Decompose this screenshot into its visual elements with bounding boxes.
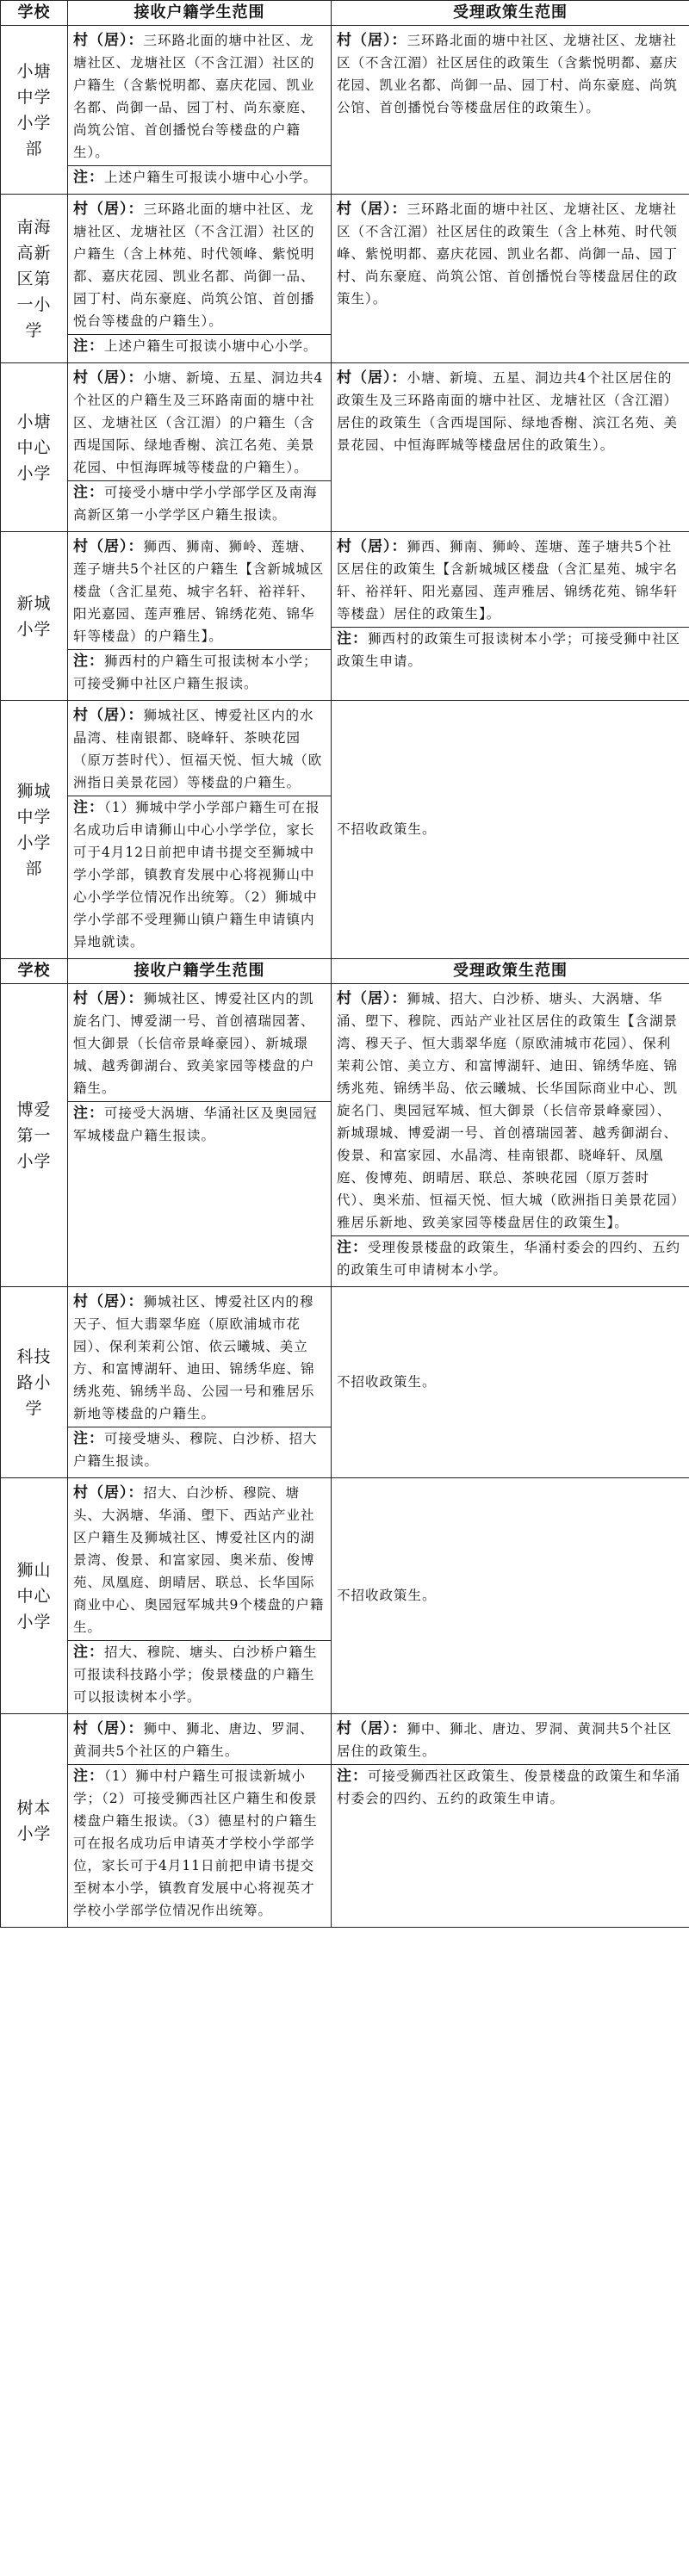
block-text: 可接受塘头、穆院、白沙桥、招大户籍生报读。 bbox=[73, 1431, 318, 1469]
block-text: 狮西、狮南、狮岭、莲塘、莲子塘共5个社区的户籍生【含新城城区楼盘（含汇星苑、城宇名轩、裕祥轩、阳光嘉园、莲声雅居、锦绣花苑、锦华轩等楼盘）的户籍生】。 bbox=[73, 539, 325, 644]
cell-block bbox=[332, 1718, 689, 1765]
cell-block bbox=[332, 1371, 689, 1395]
school-name: 小塘中心小学 bbox=[1, 363, 68, 532]
block-label: 村（居）： bbox=[73, 707, 144, 724]
block-label: 村（居）： bbox=[73, 1484, 144, 1502]
block-text: 狮城社区、博爱社区内的水晶湾、桂南银都、晓峰轩、茶映花园（原万荟时代）、恒福天悦、恒大城（欧洲指日美景花园）等楼盘的户籍生。 bbox=[73, 708, 323, 790]
cell-block bbox=[332, 818, 689, 842]
cell-block bbox=[68, 988, 331, 1102]
table-row bbox=[1, 26, 689, 195]
block-label: 村（居）： bbox=[73, 538, 144, 555]
header-household: 接收户籍学生范围 bbox=[68, 1, 332, 26]
block-text: 狮城、招大、白沙桥、塘头、大涡塘、华涌、塱下、穆院、西站产业社区居住的政策生【含湖景湾、穆天子、恒大翡翠华庭（原欧浦城市花园）、保利茉莉公馆、美立方、和富博湖轩、迪田、锦绣华庭、锦绣兆苑、锦绣半岛、依云曦城、长华国际商业中心、凯旋名门、奥园冠军城、恒大御景（长信帝景峰豪园）、新城璟城、博爱湖一号、首创禧瑞园著、越秀御湖台、俊景、和富家园、水晶湾、桂南银都、晓峰轩、凤凰庭、俊博苑、朗晴居、联总、茶映花园（原万荟时代）、奥米茄、恒福天悦、恒大城（欧洲指日美景花园）雅居乐新地、致美家园等楼盘居住的政策生】。 bbox=[337, 991, 680, 1230]
policy-cell bbox=[332, 1478, 689, 1714]
cell-block bbox=[68, 1427, 331, 1474]
cell-block bbox=[68, 481, 331, 528]
household-cell bbox=[68, 363, 332, 532]
block-text: 狮西村的户籍生可报读树本小学；可接受狮中社区户籍生报读。 bbox=[73, 653, 318, 691]
block-label: 注： bbox=[73, 169, 104, 186]
header-household: 接收户籍学生范围 bbox=[68, 959, 332, 984]
block-text: 狮中、狮北、唐边、罗洞、黄洞共5个社区居住的政策生。 bbox=[337, 1721, 673, 1759]
household-cell bbox=[68, 26, 332, 195]
cell-block bbox=[68, 1482, 331, 1641]
table-row bbox=[1, 363, 689, 532]
block-label: 村（居）： bbox=[337, 369, 407, 387]
block-label: 注： bbox=[73, 1430, 104, 1447]
household-cell bbox=[68, 1287, 332, 1478]
policy-cell bbox=[332, 532, 689, 701]
block-text: 不招收政策生。 bbox=[337, 1587, 437, 1603]
block-label: 注： bbox=[73, 799, 104, 816]
household-cell bbox=[68, 1478, 332, 1714]
table-row bbox=[1, 984, 689, 1287]
school-name: 树本小学 bbox=[1, 1714, 68, 1928]
block-label: 村（居）： bbox=[73, 990, 144, 1007]
block-label: 注： bbox=[337, 1768, 368, 1785]
household-cell bbox=[68, 1714, 332, 1928]
table-row bbox=[1, 701, 689, 959]
block-label: 村（居）： bbox=[337, 1720, 407, 1737]
table-header-row bbox=[1, 959, 689, 984]
header-school: 学校 bbox=[1, 1, 68, 26]
policy-cell bbox=[332, 984, 689, 1287]
block-text: 可接受狮西社区政策生、俊景楼盘的政策生和华涌村委会的四约、五约的政策生申请。 bbox=[337, 1768, 681, 1806]
block-label: 村（居）： bbox=[73, 369, 144, 387]
header-policy: 受理政策生范围 bbox=[332, 1, 689, 26]
cell-block bbox=[332, 1584, 689, 1608]
block-text: 三环路北面的塘中社区、龙塘社区、龙塘社区（不含江湄）社区居住的政策生（含紫悦明都、嘉庆花园、凯业名都、尚御一品、园丁村、尚东豪庭、尚筑公馆、首创播悦台等楼盘居住的政策生）。 bbox=[337, 33, 679, 115]
block-label: 村（居）： bbox=[337, 538, 407, 555]
household-cell bbox=[68, 532, 332, 701]
cell-block bbox=[68, 1718, 331, 1765]
school-name: 科技路小学 bbox=[1, 1287, 68, 1478]
table-header-row bbox=[1, 1, 689, 26]
policy-cell bbox=[332, 701, 689, 959]
table-row bbox=[1, 1287, 689, 1478]
cell-block bbox=[68, 650, 331, 697]
cell-block bbox=[332, 628, 689, 674]
cell-block bbox=[68, 29, 331, 166]
block-text: 招大、白沙桥、穆院、塘头、大涡塘、华涌、塱下、西站产业社区户籍生及狮城社区、博爱社区内的湖景湾、俊景、和富家园、奥米茄、俊博苑、凤凰庭、朗晴居、联总、长华国际商业中心、奥园冠军城共9个楼盘的户籍生。 bbox=[73, 1485, 325, 1635]
block-text: 狮西村的政策生可报读树本小学；可接受狮中社区政策生申请。 bbox=[337, 631, 681, 669]
block-text: 小塘、新境、五星、洞边共4个社区居住的政策生及三环路南面的塘中社区、龙塘社区（含江湄）居住的政策生（含西堤国际、绿地香榭、滨江名苑、美景花园、中恒海晖城等楼盘居住的政策生）。 bbox=[337, 370, 679, 453]
cell-block bbox=[68, 367, 331, 481]
block-text: 三环路北面的塘中社区、龙塘社区、龙塘社区（不含江湄）社区的户籍生（含紫悦明都、嘉庆花园、凯业名都、尚御一品、园丁村、尚东豪庭、尚筑公馆、首创播悦台等楼盘的户籍生）。 bbox=[73, 33, 315, 160]
block-text: 招大、穆院、塘头、白沙桥户籍生可报读科技路小学；俊景楼盘的户籍生可以报读树本小学。 bbox=[73, 1644, 318, 1705]
cell-block bbox=[68, 1765, 331, 1923]
block-label: 注： bbox=[73, 653, 104, 670]
block-label: 村（居）： bbox=[73, 1293, 144, 1310]
cell-block bbox=[68, 1102, 331, 1149]
block-text: 三环路北面的塘中社区、龙塘社区、龙塘社区（不含江湄）社区的户籍生（含上林苑、时代领峰、紫悦明都、嘉庆花园、凯业名都、尚御一品、园丁村、尚东豪庭、尚筑公馆、首创播悦台等楼盘的户籍生）。 bbox=[73, 201, 315, 329]
cell-block bbox=[68, 704, 331, 796]
block-text: 不招收政策生。 bbox=[337, 1373, 437, 1390]
block-label: 村（居）： bbox=[73, 32, 144, 49]
block-label: 注： bbox=[337, 630, 368, 647]
block-label: 注： bbox=[73, 484, 104, 501]
table-row bbox=[1, 1714, 689, 1928]
policy-cell bbox=[332, 363, 689, 532]
block-label: 村（居）： bbox=[73, 201, 144, 218]
table-row bbox=[1, 195, 689, 363]
block-text: （1）狮城中学小学部户籍生可在报名成功后申请狮山中心小学学位，家长可于4月12日前把申请书提交至狮城中学小学部，镇教育发展中心将视狮山中心小学学位情况作出统筹。（2）狮城中学小学部不受理狮山镇户籍生申请镇内异地就读。 bbox=[73, 800, 320, 950]
header-policy: 受理政策生范围 bbox=[332, 959, 689, 984]
cell-block bbox=[332, 1236, 689, 1283]
header-school: 学校 bbox=[1, 959, 68, 984]
cell-block bbox=[332, 988, 689, 1236]
block-text: 受理俊景楼盘的政策生，华涌村委会的四约、五约的政策生可申请树本小学。 bbox=[337, 1240, 681, 1278]
block-label: 村（居）： bbox=[337, 990, 407, 1007]
block-text: 三环路北面的塘中社区、龙塘社区、龙塘社区（不含江湄）社区居住的政策生（含上林苑、时代领峰、紫悦明都、嘉庆花园、凯业名都、尚御一品、园丁村、尚东豪庭、尚筑公馆、首创播悦台等楼盘居住的政策生）。 bbox=[337, 201, 679, 307]
household-cell bbox=[68, 195, 332, 363]
table-row bbox=[1, 1478, 689, 1714]
block-text: 小塘、新境、五星、洞边共4个社区的户籍生及三环路南面的塘中社区、龙塘社区（含江湄）的户籍生（含西堤国际、绿地香榭、滨江名苑、美景花园、中恒海晖城等楼盘的户籍生）。 bbox=[73, 370, 324, 475]
policy-cell bbox=[332, 1714, 689, 1928]
block-label: 注： bbox=[73, 1644, 104, 1661]
block-text: 上述户籍生可报读小塘中心小学。 bbox=[104, 338, 318, 354]
school-name: 博爱第一小学 bbox=[1, 984, 68, 1287]
block-text: 狮城社区、博爱社区内的穆天子、恒大翡翠华庭（原欧浦城市花园）、保利茉莉公馆、依云曦城、美立方、和富博湖轩、迪田、锦绣华庭、锦绣兆苑、锦绣半岛、公园一号和雅居乐新地等楼盘的户籍生。 bbox=[73, 1294, 315, 1421]
household-cell bbox=[68, 984, 332, 1287]
household-cell bbox=[68, 701, 332, 959]
block-label: 村（居）： bbox=[337, 201, 407, 218]
cell-block bbox=[68, 1641, 331, 1710]
policy-cell bbox=[332, 195, 689, 363]
policy-cell bbox=[332, 1287, 689, 1478]
cell-block bbox=[332, 367, 689, 458]
cell-block bbox=[332, 536, 689, 628]
school-name: 新城小学 bbox=[1, 532, 68, 701]
policy-cell bbox=[332, 26, 689, 195]
block-text: 狮中、狮北、唐边、罗洞、黄洞共5个社区的户籍生。 bbox=[73, 1721, 314, 1759]
block-label: 村（居）： bbox=[73, 1720, 144, 1737]
cell-block bbox=[68, 1291, 331, 1427]
school-name: 狮山中心小学 bbox=[1, 1478, 68, 1714]
block-text: 可接受小塘中学小学部学区及南海高新区第一小学学区户籍生报读。 bbox=[73, 485, 318, 523]
table-row bbox=[1, 532, 689, 701]
block-text: 狮西、狮南、狮岭、莲塘、莲子塘共5个社区居住的政策生【含新城城区楼盘（含汇星苑、城宇名轩、裕祥轩、阳光嘉园、莲声雅居、锦绣花苑、锦华轩等楼盘）居住的政策生】。 bbox=[337, 539, 679, 622]
school-name: 南海高新区第一小学 bbox=[1, 195, 68, 363]
block-label: 注： bbox=[73, 1105, 104, 1122]
block-text: 可接受大涡塘、华涌社区及奥园冠军城楼盘户籍生报读。 bbox=[73, 1105, 318, 1143]
school-name: 小塘中学小学部 bbox=[1, 26, 68, 195]
block-text: 上述户籍生可报读小塘中心小学。 bbox=[104, 170, 318, 185]
block-label: 注： bbox=[73, 1768, 104, 1785]
cell-block bbox=[332, 198, 689, 312]
cell-block bbox=[68, 536, 331, 650]
cell-block bbox=[68, 335, 331, 359]
cell-block bbox=[68, 796, 331, 955]
block-label: 村（居）： bbox=[337, 32, 407, 49]
cell-block bbox=[332, 29, 689, 121]
block-label: 注： bbox=[337, 1239, 368, 1256]
block-text: 不招收政策生。 bbox=[337, 820, 437, 837]
school-name: 狮城中学小学部 bbox=[1, 701, 68, 959]
block-label: 注： bbox=[73, 337, 104, 355]
cell-block bbox=[68, 198, 331, 335]
block-text: 狮城社区、博爱社区内的凯旋名门、博爱湖一号、首创禧瑞园著、恒大御景（长信帝景峰豪园）、新城璟城、越秀御湖台、致美家园等楼盘的户籍生。 bbox=[73, 991, 315, 1096]
block-text: （1）狮中村户籍生可报读新城小学；（2）可接受狮西社区户籍生和俊景楼盘户籍生报读。（3）德星村的户籍生可在报名成功后申请英才学校小学部学位，家长可于4月11日前把申请书提交至树本小学，镇教育发展中心将视英才学校小学部学位情况作出统筹。 bbox=[73, 1768, 318, 1918]
cell-block bbox=[68, 166, 331, 190]
cell-block bbox=[332, 1765, 689, 1811]
